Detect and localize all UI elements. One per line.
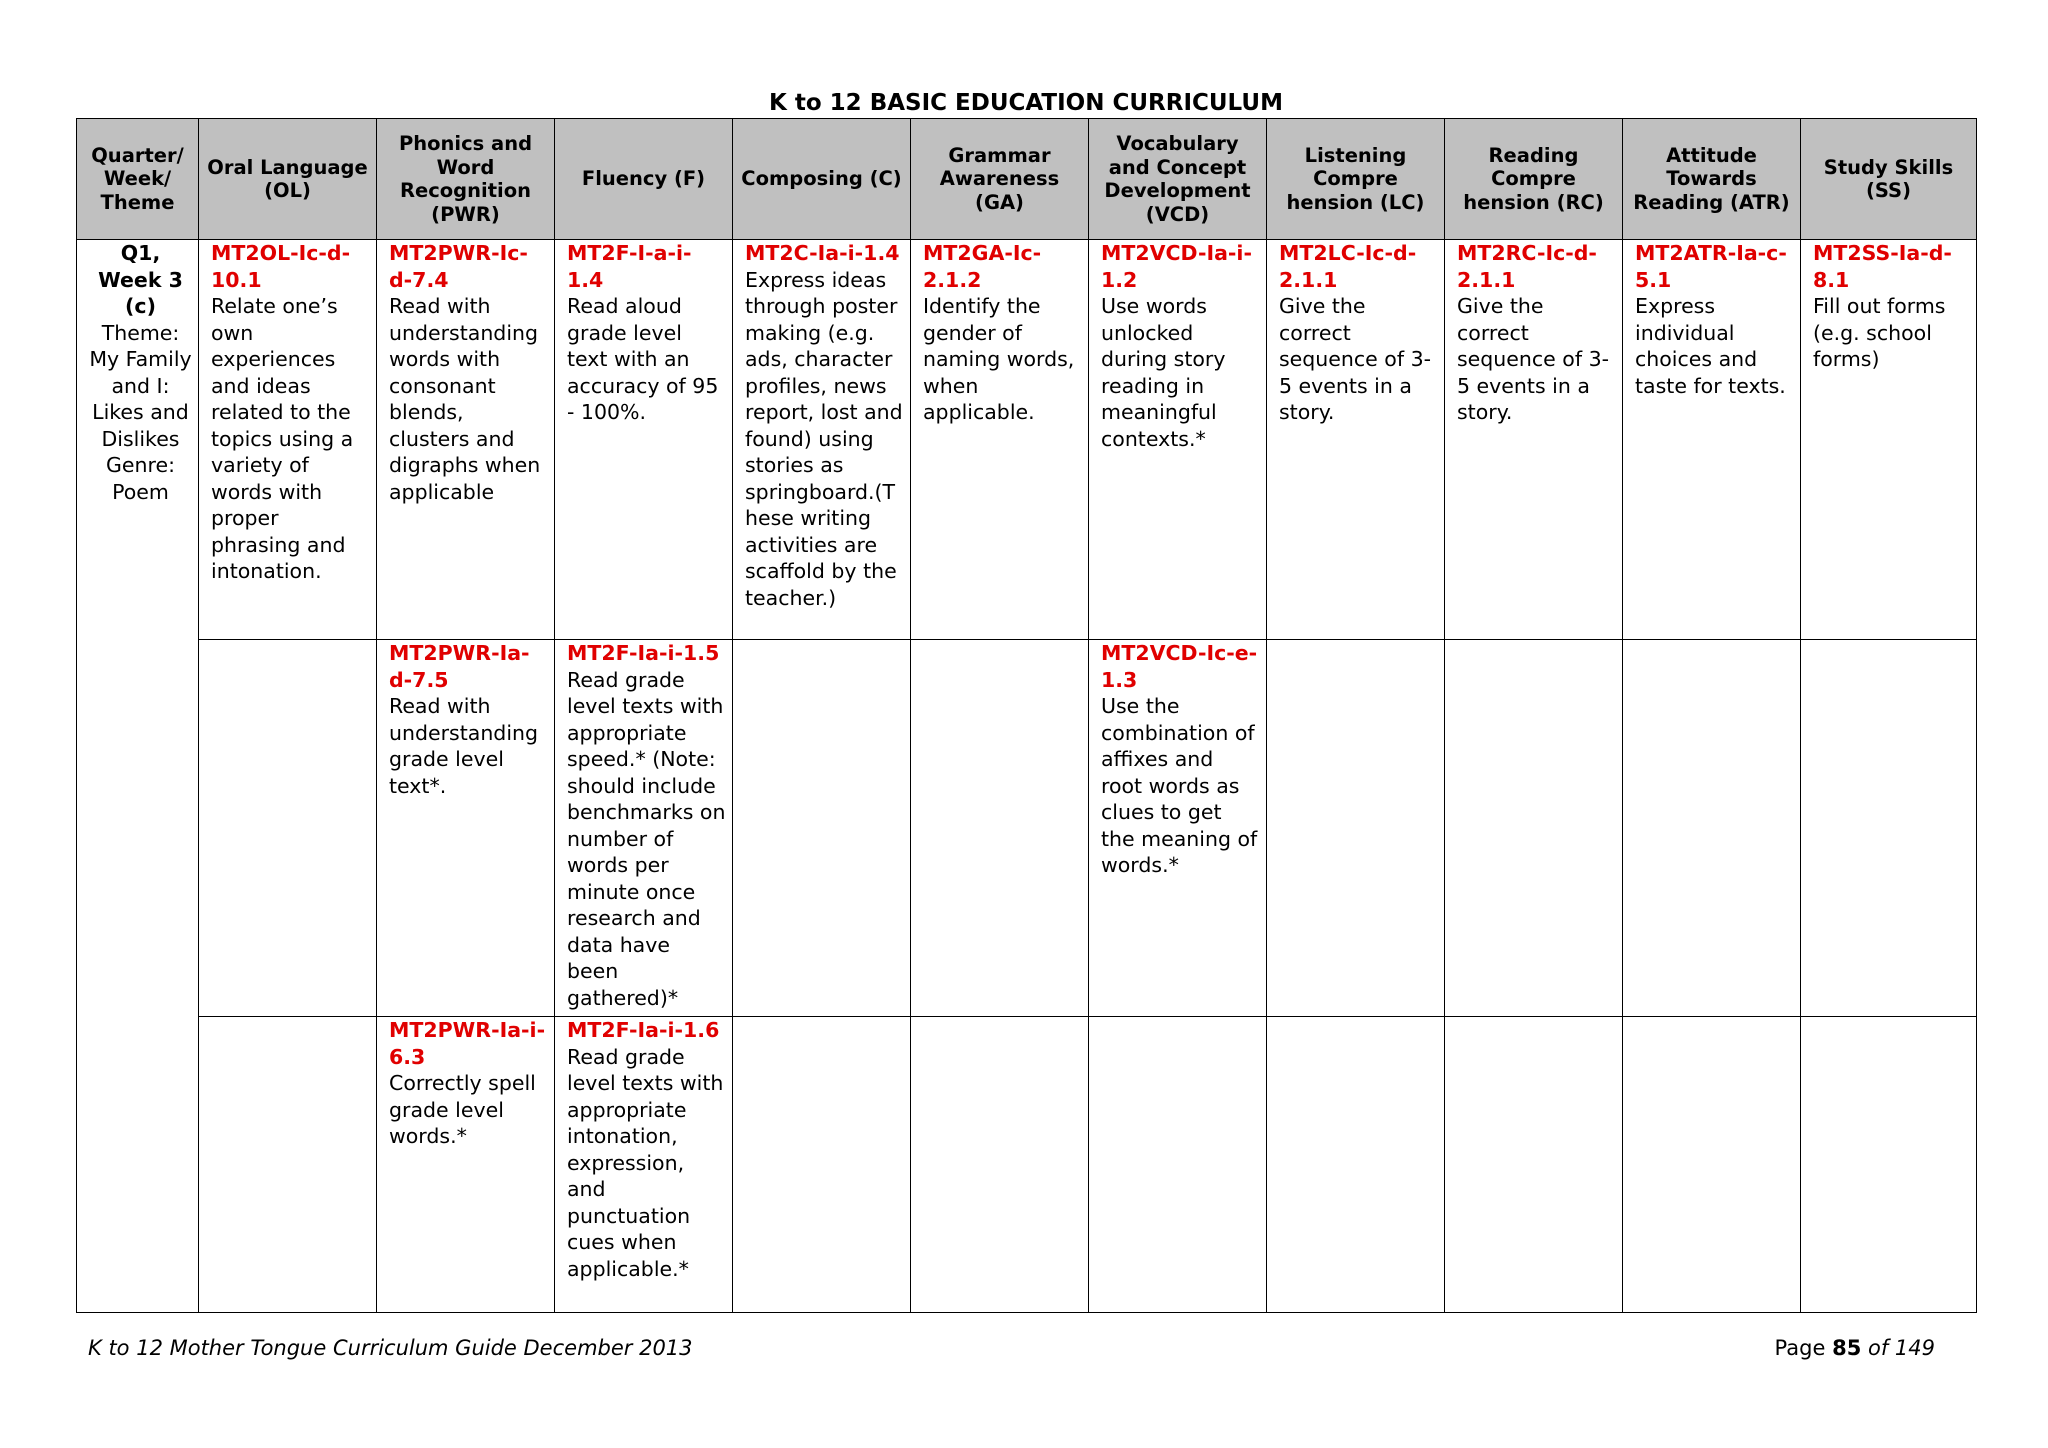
competency-code: MT2VCD-Ic-e-1.3 <box>1101 641 1258 692</box>
competency-cell <box>1267 240 1445 640</box>
competency-description: Give the correct sequence of 3-5 events in a story. <box>1279 294 1432 424</box>
competency-description: Identify the gender of naming words, when applicable. <box>923 294 1075 424</box>
column-header: Oral Language (OL) <box>199 119 377 240</box>
competency-description: Use words unlocked during story reading in meaningful contexts.* <box>1101 294 1226 451</box>
table-row <box>77 240 1977 640</box>
competency-description: Read aloud grade level text with an accuracy of 95 - 100%. <box>567 294 719 424</box>
competency-cell <box>1801 1017 1977 1313</box>
competency-description: Give the correct sequence of 3-5 events in a story. <box>1457 294 1610 424</box>
column-header: Study Skills (SS) <box>1801 119 1977 240</box>
table-row <box>77 1017 1977 1313</box>
competency-code: MT2C-Ia-i-1.4 <box>745 241 900 265</box>
competency-cell <box>199 240 377 640</box>
footer-guide-title: K to 12 Mother Tongue Curriculum Guide December 2013 <box>88 1336 693 1360</box>
competency-cell <box>1623 240 1801 640</box>
quarter-week-theme-cell <box>77 240 199 1313</box>
competency-cell <box>1267 640 1445 1017</box>
column-header: Listening Compre hension (LC) <box>1267 119 1445 240</box>
competency-cell <box>1801 240 1977 640</box>
competency-description: Use the combination of affixes and root words as clues to get the meaning of words.* <box>1101 694 1258 877</box>
competency-description: Read with understanding words with consonant blends, clusters and digraphs when applicable <box>389 294 541 504</box>
competency-code: MT2PWR-Ic-d-7.4 <box>389 241 528 292</box>
column-header: Composing (C) <box>733 119 911 240</box>
competency-cell <box>555 240 733 640</box>
competency-code: MT2PWR-Ia-i-6.3 <box>389 1018 546 1069</box>
footer-page-number <box>1775 1336 1935 1360</box>
column-header: Fluency (F) <box>555 119 733 240</box>
column-header: Reading Compre hension (RC) <box>1445 119 1623 240</box>
competency-code: MT2SS-Ia-d-8.1 <box>1813 241 1952 292</box>
competency-code: MT2LC-Ic-d-2.1.1 <box>1279 241 1417 292</box>
competency-cell <box>911 640 1089 1017</box>
competency-description: Fill out forms (e.g. school forms) <box>1813 294 1946 371</box>
header-row <box>77 119 1977 240</box>
competency-description: Express ideas through poster making (e.g. ads, character profiles, news report, lost and found) using stories as springboard.(T hese writing activities are scaffold by the teacher.) <box>745 267 903 610</box>
competency-description: Relate one’s own experiences and ideas related to the topics using a variety of words with proper phrasing and intonation. <box>211 294 354 583</box>
competency-code: MT2RC-Ic-d-2.1.1 <box>1457 241 1597 292</box>
competency-code: MT2PWR-Ia-d-7.5 <box>389 641 530 692</box>
competency-cell <box>911 1017 1089 1313</box>
competency-cell <box>1089 640 1267 1017</box>
theme-text: Theme: My Family and I: Likes and Dislikes <box>89 320 192 451</box>
page-prefix: Page <box>1774 1336 1826 1360</box>
column-header: Vocabulary and Concept Development (VCD) <box>1089 119 1267 240</box>
competency-description: Read grade level texts with appropriate speed.* (Note: should include benchmarks on number of words per minute once research and data have been gathered)* <box>567 667 726 1010</box>
competency-code: MT2F-Ia-i-1.6 <box>567 1018 720 1042</box>
competency-code: MT2GA-Ic-2.1.2 <box>923 241 1042 292</box>
quarter-week-label: Q1, Week 3 (c) <box>98 241 183 318</box>
column-header: Grammar Awareness (GA) <box>911 119 1089 240</box>
genre-text: Genre: Poem <box>106 453 175 504</box>
competency-code: MT2OL-Ic-d-10.1 <box>211 241 351 292</box>
competency-code: MT2F-Ia-i-1.5 <box>567 641 720 665</box>
competency-cell <box>911 240 1089 640</box>
competency-cell <box>199 640 377 1017</box>
competency-code: MT2F-I-a-i-1.4 <box>567 241 692 292</box>
competency-cell <box>1445 1017 1623 1313</box>
competency-code: MT2VCD-Ia-i-1.2 <box>1101 241 1252 292</box>
table-row <box>77 640 1977 1017</box>
competency-cell <box>1089 1017 1267 1313</box>
page-total: of 149 <box>1868 1336 1935 1360</box>
competency-cell <box>377 640 555 1017</box>
competency-cell <box>199 1017 377 1313</box>
competency-cell <box>1089 240 1267 640</box>
competency-cell <box>1267 1017 1445 1313</box>
competency-code: MT2ATR-Ia-c-5.1 <box>1635 241 1787 292</box>
competency-cell <box>377 1017 555 1313</box>
competency-cell <box>1623 1017 1801 1313</box>
competency-description: Read with understanding grade level text*. <box>389 694 539 798</box>
competency-description: Read grade level texts with appropriate intonation, expression, and punctuation cues when applicable.* <box>567 1044 724 1281</box>
competency-cell <box>1445 240 1623 640</box>
competency-cell <box>733 240 911 640</box>
competency-cell <box>377 240 555 640</box>
page-title: K to 12 BASIC EDUCATION CURRICULUM <box>769 90 1283 116</box>
curriculum-table <box>76 118 1977 1313</box>
competency-cell <box>733 1017 911 1313</box>
competency-description: Express individual choices and taste for texts. <box>1635 294 1786 398</box>
column-header: Attitude Towards Reading (ATR) <box>1623 119 1801 240</box>
competency-cell <box>1801 640 1977 1017</box>
competency-cell <box>555 1017 733 1313</box>
column-header: Quarter/ Week/ Theme <box>77 119 199 240</box>
competency-description: Correctly spell grade level words.* <box>389 1071 536 1148</box>
column-header: Phonics and Word Recognition (PWR) <box>377 119 555 240</box>
competency-cell <box>733 640 911 1017</box>
competency-cell <box>555 640 733 1017</box>
page-number: 85 <box>1832 1336 1862 1360</box>
competency-cell <box>1623 640 1801 1017</box>
competency-cell <box>1445 640 1623 1017</box>
